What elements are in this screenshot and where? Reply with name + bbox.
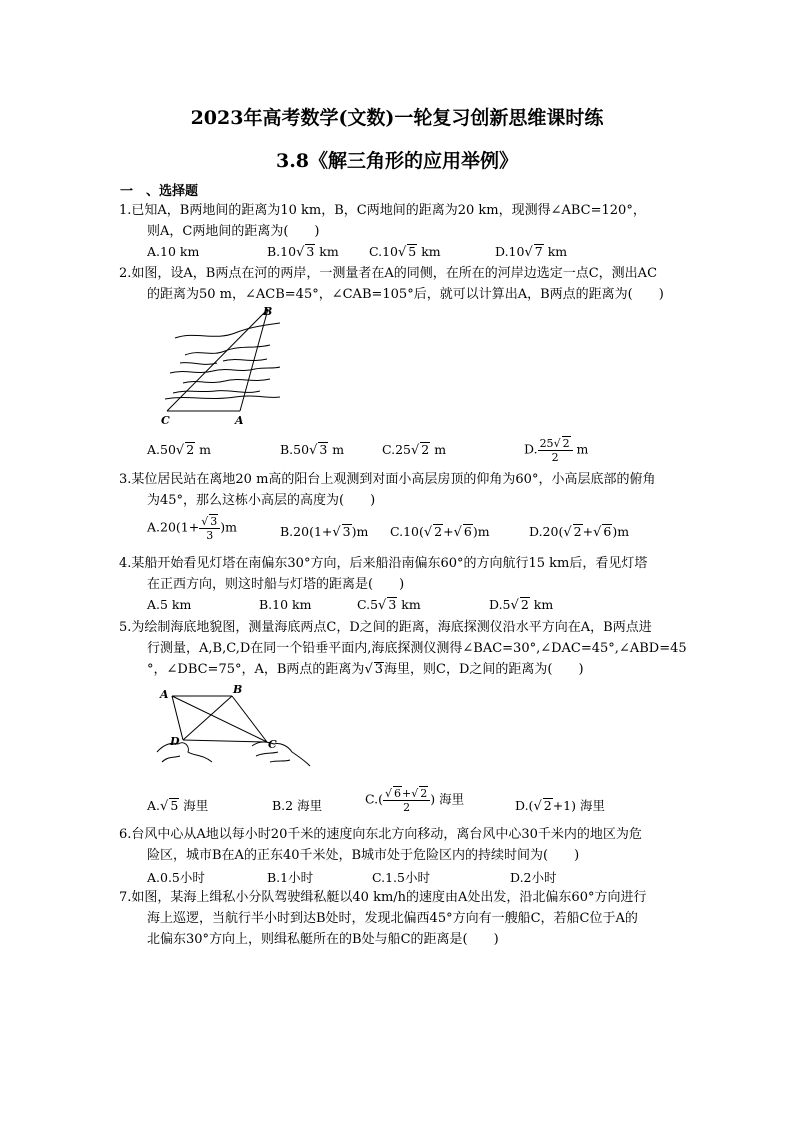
question-7-line-3: 北偏东30°方向上，则缉私艇所在的B处与船C的距离是( ) — [147, 932, 499, 947]
question-5-line-3: °，∠DBC=75°，A，B两点的距离为√ 3海里，则C，D之间的距离为( ) — [147, 662, 584, 677]
point-a-label: A — [235, 414, 244, 427]
question-3-line-2: 为45°，那么这栋小高层的高度为( ) — [147, 493, 376, 508]
option-b: B.50√ 3 m — [280, 442, 345, 458]
point-b-label: B — [263, 305, 273, 318]
option-d: D.2小时 — [510, 870, 557, 885]
question-6-line-2: 险区，城市B在A的正东40千米处，B城市处于危险区内的持续时间为( ) — [147, 848, 580, 863]
page-subtitle: 3.8《解三角形的应用举例》 — [275, 150, 519, 172]
question-6-line-1: 6.台风中心从A地以每小时20千米的速度向东北方向移动，离台风中心30千米内的地区为危 — [119, 827, 642, 842]
question-7-line-2: 海上巡逻，当航行半小时到达B处时，发现北偏西45°方向有一艘船C，若船C位于A的 — [147, 911, 638, 926]
seabed-figure — [152, 682, 312, 774]
segment-ac — [172, 696, 267, 742]
option-c: C.( $\frac{√ 6+√ 2}{2}$ ) 海里 — [365, 787, 465, 814]
question-3-line-1: 3.某位居民站在离地20 m高的阳台上观测到对面小高层房顶的仰角为60°，小高层底部的俯角 — [119, 472, 656, 487]
question-2-line-1: 2.如图，设A，B两点在河的两岸，一测量者在A的同侧，在所在的河岸边选定一点C，测出AC — [119, 266, 658, 281]
option-b: B.1小时 — [267, 870, 314, 885]
option-a: A.√ 5 海里 — [147, 798, 209, 814]
question-7-line-1: 7.如图，某海上缉私小分队驾驶缉私艇以40 km/h的速度由A处出发，沿北偏东60°方向进行 — [119, 890, 647, 905]
option-d: D.5√ 2 km — [489, 597, 554, 613]
page-title: 2023年高考数学(文数)一轮复习创新思维课时练 — [190, 107, 604, 129]
question-5-line-2: 行测量，A,B,C,D在同一个铅垂平面内,海底探测仪测得∠BAC=30°,∠DAC=45°,∠ABD=45 — [147, 641, 687, 656]
section-heading: 一 、选择题 — [120, 184, 199, 199]
question-1-line-2: 则A，C两地间的距离为( ) — [147, 224, 320, 239]
question-2-line-2: 的距离为50 m，∠ACB=45°，∠CAB=105°后，就可以计算出A，B两点的距离为( ) — [147, 287, 664, 302]
option-c: C.25√ 2 m — [382, 442, 447, 458]
point-c-label: C — [268, 738, 277, 751]
option-c: C.10(√ 2+√ 6)m — [390, 524, 490, 540]
option-d: D.10√ 7 km — [495, 244, 568, 260]
option-b: B.10 km — [259, 597, 312, 612]
option-a: A.10 km — [147, 244, 200, 259]
option-a: A.5 km — [147, 597, 192, 612]
question-4-line-2: 在正西方向，则这时船与灯塔的距离是( ) — [147, 577, 405, 592]
river-figure — [155, 303, 285, 428]
question-1-line-1: 1.已知A，B两地间的距离为10 km，B，C两地间的距离为20 km，现测得∠ABC=120°， — [119, 203, 646, 218]
segment-bd — [183, 696, 232, 740]
segment-dc — [183, 740, 267, 742]
option-c: C.5√ 3 km — [357, 597, 421, 613]
option-d: D. $\frac{25√ 2}{2}$ m — [524, 437, 589, 464]
point-a-label: A — [160, 688, 169, 701]
point-c-label: C — [161, 414, 170, 427]
segment-ad — [172, 696, 183, 740]
point-d-label: D — [170, 735, 180, 748]
option-b: B.10√ 3 km — [267, 244, 339, 260]
point-b-label: B — [233, 683, 243, 696]
question-5-line-1: 5.为绘制海底地貌图，测量海底两点C，D之间的距离，海底探测仪沿水平方向在A，B两点进 — [119, 620, 652, 635]
option-a: A.50√ 2 m — [147, 442, 211, 458]
option-c: C.1.5小时 — [372, 870, 430, 885]
option-a: A.0.5小时 — [147, 870, 205, 885]
segment-bc — [232, 696, 267, 742]
option-d: D.(√ 2+1) 海里 — [515, 798, 605, 814]
option-a: A.20(1+ $\frac{√ 3}{3}$ )m — [147, 515, 237, 542]
option-d: D.20(√ 2+√ 6)m — [529, 524, 630, 540]
option-c: C.10√ 5 km — [369, 244, 441, 260]
option-b: B.2 海里 — [272, 798, 323, 813]
question-4-line-1: 4.某船开始看见灯塔在南偏东30°方向，后来船沿南偏东60°的方向航行15 km后，看见灯塔 — [119, 556, 648, 571]
option-b: B.20(1+√ 3)m — [280, 524, 369, 540]
